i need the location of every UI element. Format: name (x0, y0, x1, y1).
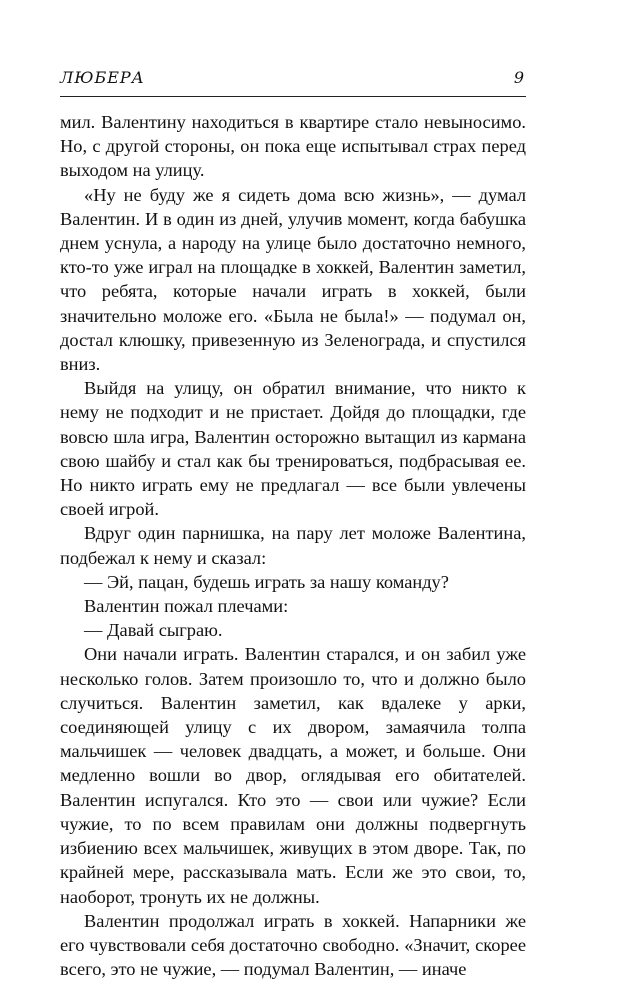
paragraph: «Ну не буду же я сидеть дома всю жизнь», — думал Валентин. И в один из дней, улучив момент, когда бабушка днем уснула, а народу на улице было достаточно немного, кто-то уже играл на площадке в хоккей, Валентин заметил, что ребята, которые начали играть в хоккей, были значительно моложе его. «Была не была!» — подумал он, достал клюшку, привезенную из Зеленограда, и спустился вниз. (60, 184, 526, 375)
header-rule (60, 96, 526, 97)
running-head-title: ЛЮБЕРА (60, 68, 145, 87)
dialogue-line: — Эй, пацан, будешь играть за нашу команду? (84, 571, 449, 592)
dialogue-line: — Давай сыграю. (84, 620, 223, 641)
paragraph: Валентин пожал плечами: (84, 596, 289, 617)
paragraph: Они начали играть. Валентин старался, и он забил уже несколько голов. Затем произошло то, что и должно было случиться. Валентин заметил, как вдалеке у арки, соединяющей улицу с их двором, замаячила толпа мальчишек — человек двадцать, а может, и больше. Они медленно вошли во двор, оглядывая его обитателей. Валентин испугался. Кто это — свои или чужие? Если чужие, то по всем правилам они должны подвергнуть избиению всех мальчишек, живущих в этом дворе. Так, по крайней мере, рассказывала мать. Если же это свои, то, наоборот, тронуть их не должны. (60, 644, 526, 907)
paragraph: Валентин продолжал играть в хоккей. Напарники же его чувствовали себя достаточно свободно. «Значит, скорее всего, это не чужие, — подумал Валентин, — иначе (60, 910, 526, 980)
paragraph: Вдруг один парнишка, на пару лет моложе Валентина, подбежал к нему и сказал: (60, 523, 526, 568)
paragraph: мил. Валентину находиться в квартире стало невыносимо. Но, с другой стороны, он пока еще испытывал страх перед выходом на улицу. (60, 112, 526, 181)
book-page (60, 0, 526, 1000)
page-number: 9 (513, 68, 524, 87)
body-text (60, 110, 526, 981)
paragraph: Выйдя на улицу, он обратил внимание, что никто к нему не подходит и не пристает. Дойдя до площадки, где вовсю шла игра, Валентин осторожно вытащил из кармана свою шайбу и стал как бы тренироваться, подбрасывая ее. Но никто играть ему не предлагал — все были увлечены своей игрой. (60, 378, 526, 520)
running-head (60, 68, 526, 94)
